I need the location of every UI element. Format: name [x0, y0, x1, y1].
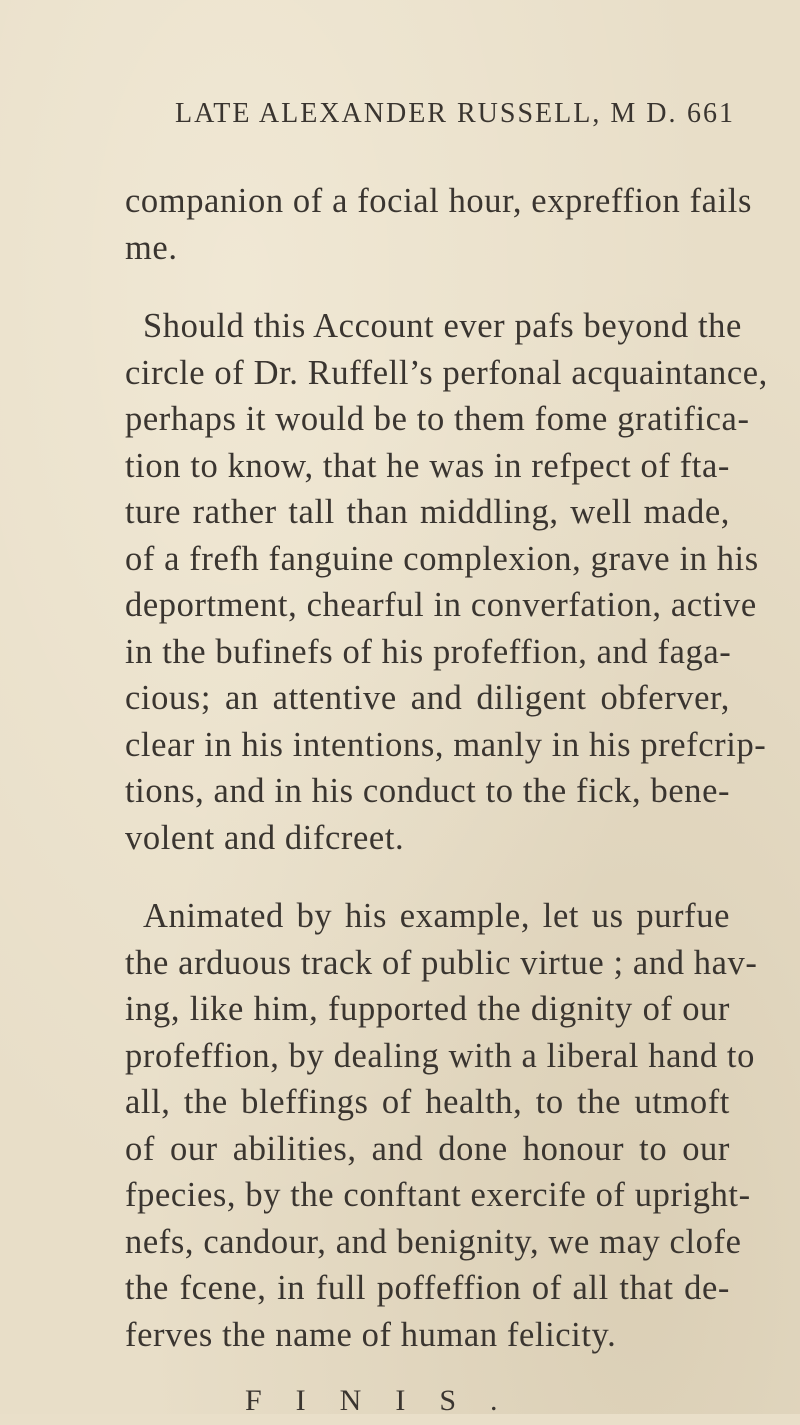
text-line: Should this Account ever pafs beyond the [143, 307, 742, 345]
text-line: circle of Dr. Ruffell’s perfonal acquaintance, [125, 353, 768, 392]
text-line: profeffion, by dealing with a liberal hand to [125, 1036, 755, 1075]
text-line: the arduous track of public virtue ; and hav- [125, 943, 758, 982]
running-head-title: LATE ALEXANDER RUSSELL, M D. [175, 98, 678, 129]
paragraph-gap [125, 271, 730, 303]
text-line: cious; an attentive and diligent obferver, [125, 679, 730, 717]
text-line: the fcene, in full poffeffion of all that de- [125, 1269, 730, 1307]
finis-mark: FINIS. [245, 1384, 532, 1417]
page-number: 661 [687, 98, 735, 129]
text-line: clear in his intentions, manly in his prefcrip- [125, 725, 767, 764]
running-head [175, 98, 735, 142]
text-line: ferves the name of human felicity. [125, 1315, 617, 1354]
paragraph-gap [125, 861, 730, 893]
text-line: ing, like him, fupported the dignity of our [125, 990, 730, 1028]
text-line: nefs, candour, and benignity, we may clofe [125, 1222, 742, 1261]
text-line: me. [125, 228, 178, 267]
text-line: fpecies, by the conftant exercife of upright- [125, 1176, 751, 1214]
text-line: ture rather tall than middling, well made, [125, 493, 730, 531]
text-line: in the bufinefs of his profeffion, and faga- [125, 632, 732, 671]
text-line: tion to know, that he was in refpect of fta- [125, 446, 730, 485]
body-text [125, 178, 768, 1425]
text-line: perhaps it would be to them fome gratifica- [125, 400, 750, 438]
text-line: of our abilities, and done honour to our [125, 1129, 730, 1168]
text-line: tions, and in his conduct to the fick, bene- [125, 772, 731, 810]
text-line: deportment, chearful in converfation, active [125, 586, 757, 624]
text-line: companion of a focial hour, expreffion fails [125, 182, 752, 220]
text-line: all, the bleffings of health, to the utmoft [125, 1083, 730, 1121]
text-line: Animated by his example, let us purfue [143, 897, 730, 935]
text-line: volent and difcreet. [125, 818, 405, 857]
text-line: of a frefh fanguine complexion, grave in his [125, 539, 759, 578]
